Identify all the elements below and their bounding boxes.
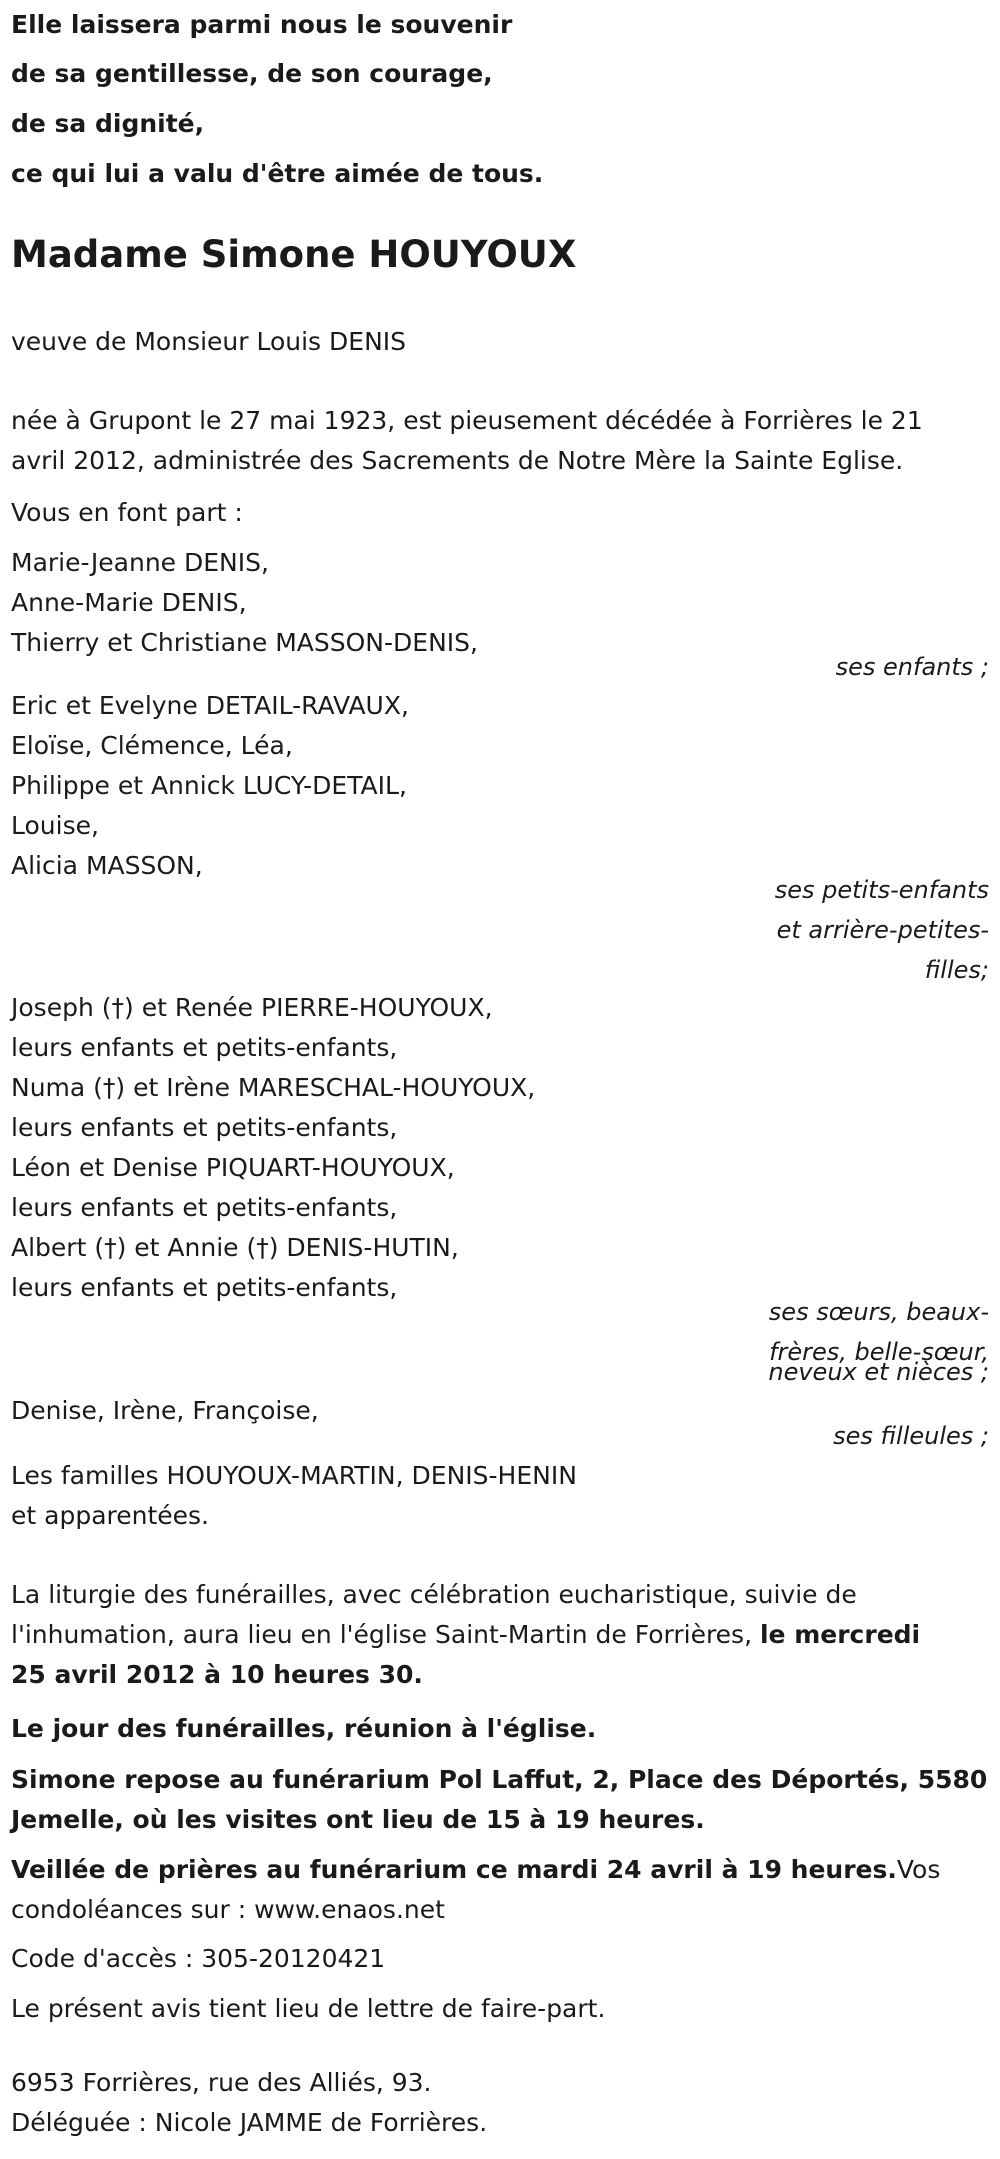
siblings-line-1: Joseph (†) et Renée PIERRE-HOUYOUX, (11, 993, 493, 1022)
siblings-line-8: leurs enfants et petits-enfants, (11, 1273, 398, 1302)
notice-line: Le présent avis tient lieu de lettre de faire-part. (11, 1994, 606, 2023)
grandchildren-line-1: Eric et Evelyne DETAIL-RAVAUX, (11, 691, 409, 720)
meeting-line: Le jour des funérailles, réunion à l'église. (11, 1714, 597, 1743)
delegate-line: Déléguée : Nicole JAMME de Forrières. (11, 2108, 488, 2137)
siblings-label-3: neveux et nièces ; (768, 1358, 989, 1386)
vigil-line-2: condoléances sur : www.enaos.net (11, 1895, 445, 1924)
liturgy-line-3: 25 avril 2012 à 10 heures 30. (11, 1660, 423, 1689)
siblings-line-2: leurs enfants et petits-enfants, (11, 1033, 398, 1062)
liturgy-line-2 (11, 1620, 920, 1650)
grandchildren-line-3: Philippe et Annick LUCY-DETAIL, (11, 771, 407, 800)
siblings-line-4: leurs enfants et petits-enfants, (11, 1113, 398, 1142)
children-line-3: Thierry et Christiane MASSON-DENIS, (11, 628, 478, 657)
vigil-line-1 (11, 1855, 940, 1885)
families-line-2: et apparentées. (11, 1501, 209, 1530)
siblings-line-7: Albert (†) et Annie (†) DENIS-HUTIN, (11, 1233, 459, 1262)
funeral-home-line-1: Simone repose au funérarium Pol Laffut, 2, Place des Déportés, 5580 (11, 1765, 988, 1794)
announce-line: Vous en font part : (11, 498, 243, 527)
siblings-line-6: leurs enfants et petits-enfants, (11, 1193, 398, 1222)
godchildren-label: ses filleules ; (833, 1422, 989, 1450)
liturgy-line-1: La liturgie des funérailles, avec célébration eucharistique, suivie de (11, 1580, 857, 1609)
siblings-line-3: Numa (†) et Irène MARESCHAL-HOUYOUX, (11, 1073, 536, 1102)
siblings-line-5: Léon et Denise PIQUART-HOUYOUX, (11, 1153, 455, 1182)
spouse-line: veuve de Monsieur Louis DENIS (11, 327, 407, 356)
vigil-plain: Vos (896, 1855, 941, 1884)
liturgy-date-bold: le mercredi (759, 1620, 921, 1649)
godchildren-line: Denise, Irène, Françoise, (11, 1396, 319, 1425)
liturgy-line-2-plain: l'inhumation, aura lieu en l'église Saint-Martin de Forrières, (11, 1620, 760, 1649)
intro-line-3: de sa dignité, (11, 109, 205, 138)
grandchildren-label-2: et arrière-petites- (776, 916, 989, 944)
access-code: Code d'accès : 305-20120421 (11, 1944, 386, 1973)
address-line: 6953 Forrières, rue des Alliés, 93. (11, 2068, 432, 2097)
vigil-bold: Veillée de prières au funérarium ce mardi 24 avril à 19 heures. (11, 1855, 897, 1884)
intro-line-1: Elle laissera parmi nous le souvenir (11, 10, 513, 39)
children-line-1: Marie-Jeanne DENIS, (11, 548, 269, 577)
siblings-label-2: frères, belle-sœur, (769, 1338, 989, 1366)
intro-line-2: de sa gentillesse, de son courage, (11, 59, 493, 88)
grandchildren-line-2: Eloïse, Clémence, Léa, (11, 731, 293, 760)
funeral-home-line-2: Jemelle, où les visites ont lieu de 15 à 19 heures. (11, 1805, 705, 1834)
bio-line-2: avril 2012, administrée des Sacrements de Notre Mère la Sainte Eglise. (11, 446, 904, 475)
grandchildren-line-4: Louise, (11, 811, 99, 840)
intro-line-4: ce qui lui a valu d'être aimée de tous. (11, 159, 544, 188)
grandchildren-label-3: filles; (924, 956, 989, 984)
siblings-label-1: ses sœurs, beaux- (768, 1298, 989, 1326)
children-line-2: Anne-Marie DENIS, (11, 588, 247, 617)
children-label: ses enfants ; (835, 653, 989, 681)
grandchildren-label-1: ses petits-enfants (774, 876, 989, 904)
bio-line-1: née à Grupont le 27 mai 1923, est pieusement décédée à Forrières le 21 (11, 406, 923, 435)
grandchildren-line-5: Alicia MASSON, (11, 851, 203, 880)
deceased-name: Madame Simone HOUYOUX (11, 233, 577, 276)
families-line-1: Les familles HOUYOUX-MARTIN, DENIS-HENIN (11, 1461, 577, 1490)
